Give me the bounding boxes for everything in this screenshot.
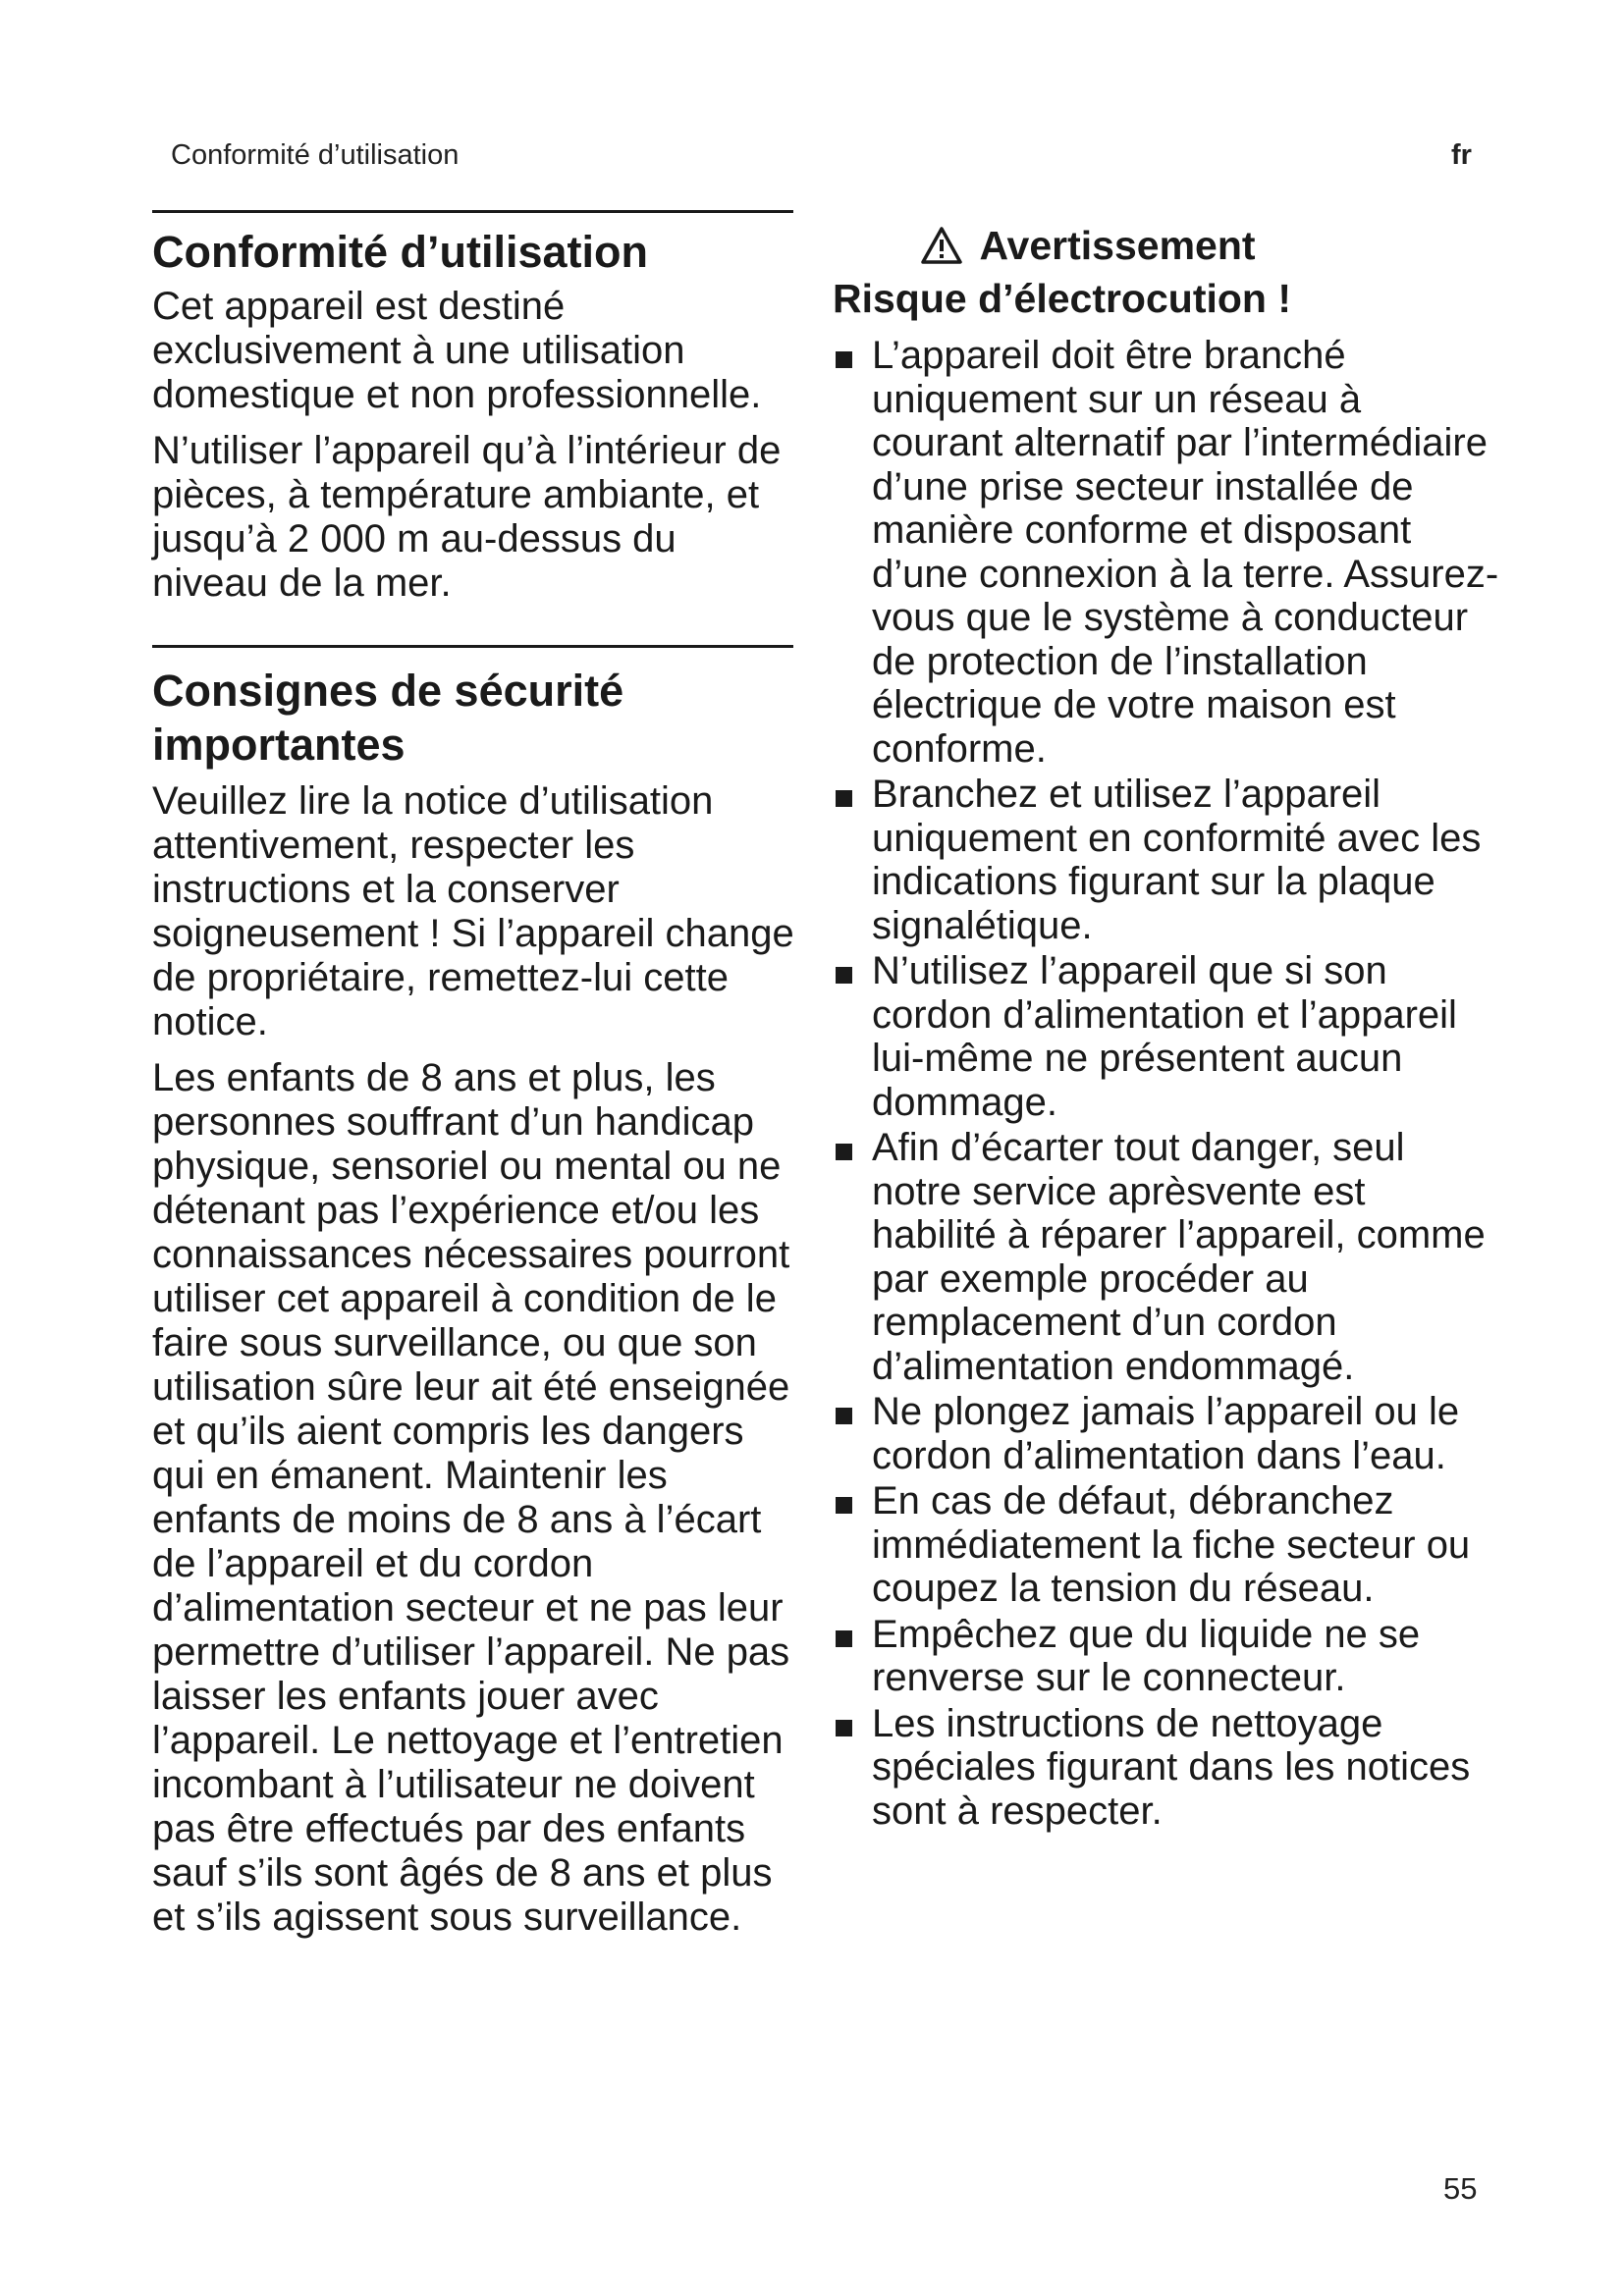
square-bullet-icon bbox=[836, 351, 852, 368]
square-bullet-icon bbox=[836, 1408, 852, 1424]
list-item bbox=[872, 1126, 1500, 1388]
square-bullet-icon bbox=[836, 967, 852, 984]
paragraph: Les enfants de 8 ans et plus, les personnes souffrant d’un handicap physique, sensoriel ou mental ou ne détenant pas l’expérience et/ou les connaissances nécessaires pourront utiliser cet appareil à condition de le faire sous surveillance, ou que son utilisation sûre leur ait été enseignée et qu’ils aient compris les dangers qui en émanent. Maintenir les enfants de moins de 8 ans à l’écart de l’appareil et du cordon d’alimentation secteur et ne pas leur permettre d’utiliser l’appareil. Ne pas laisser les enfants jouer avec l’appareil. Le nettoyage et l’entretien incombant à l’utilisateur ne doivent pas être effectués par des enfants sauf s’ils sont âgés de 8 ans et plus et s’ils agissent sous surveillance. bbox=[152, 1056, 790, 1939]
list-item-text: Empêchez que du liquide ne se renverse sur le connecteur. bbox=[872, 1612, 1421, 1699]
right-column bbox=[833, 222, 1500, 1835]
list-item bbox=[872, 1702, 1500, 1834]
page-number: 55 bbox=[1443, 2171, 1478, 2206]
section-intended-use bbox=[152, 210, 800, 606]
list-item bbox=[872, 1613, 1500, 1700]
paragraph: N’utiliser l’appareil qu’à l’intérieur de pièces, à température ambiante, et jusqu’à 2 000 m au-dessus du niveau de la mer. bbox=[152, 429, 782, 605]
warning-heading bbox=[833, 222, 1343, 275]
square-bullet-icon bbox=[836, 1144, 852, 1160]
square-bullet-icon bbox=[836, 790, 852, 807]
list-item-text: Les instructions de nettoyage spéciales figurant dans les notices sont à respecter. bbox=[872, 1701, 1471, 1833]
section-divider bbox=[152, 645, 793, 648]
list-item bbox=[872, 773, 1500, 947]
warning-list bbox=[833, 334, 1500, 1833]
section-divider bbox=[152, 210, 793, 213]
language-code: fr bbox=[1451, 139, 1472, 171]
square-bullet-icon bbox=[836, 1497, 852, 1514]
paragraph: Veuillez lire la notice d’utilisation attentivement, respecter les instructions et la conserver soigneusement ! Si l’appareil change de propriétaire, remettez-lui cette notice. bbox=[152, 779, 794, 1043]
list-item-text: L’appareil doit être branché uniquement sur un réseau à courant alternatif par l’intermédiaire d’une prise secteur installée de manière conforme et disposant d’une connexion à la terre. Assurez-vous que le système à conducteur de protection de l’installation électrique de votre maison est conforme. bbox=[872, 334, 1499, 771]
square-bullet-icon bbox=[836, 1720, 852, 1736]
list-item-text: En cas de défaut, débranchez immédiatement la fiche secteur ou coupez la tension du réseau. bbox=[872, 1479, 1471, 1610]
list-item-text: N’utilisez l’appareil que si son cordon d’alimentation et l’appareil lui-même ne présentent aucun dommage. bbox=[872, 949, 1457, 1124]
warning-triangle-icon bbox=[920, 226, 963, 275]
running-header-title: Conformité d’utilisation bbox=[171, 139, 460, 171]
section-safety-instructions bbox=[152, 645, 800, 1940]
section-title: Conformité d’utilisation bbox=[152, 227, 648, 277]
list-item-text: Afin d’écarter tout danger, seul notre service aprèsvente est habilité à réparer l’appareil, comme par exemple procéder au remplacement d’un cordon d’alimentation endommagé. bbox=[872, 1126, 1486, 1388]
paragraph: Cet appareil est destiné exclusivement à une utilisation domestique et non professionnelle. bbox=[152, 285, 762, 416]
list-item bbox=[872, 334, 1500, 771]
list-item-text: Branchez et utilisez l’appareil uniquement en conformité avec les indications figurant sur la plaque signalétique. bbox=[872, 773, 1482, 947]
warning-subtitle: Risque d’électrocution ! bbox=[833, 276, 1291, 321]
square-bullet-icon bbox=[836, 1630, 852, 1647]
list-item bbox=[872, 949, 1500, 1124]
left-column bbox=[152, 210, 800, 1951]
list-item bbox=[872, 1479, 1500, 1611]
section-title: Consignes de sécurité importantes bbox=[152, 666, 624, 770]
list-item-text: Ne plongez jamais l’appareil ou le cordon d’alimentation dans l’eau. bbox=[872, 1390, 1460, 1477]
warning-title: Avertissement bbox=[979, 223, 1256, 268]
list-item bbox=[872, 1390, 1500, 1477]
